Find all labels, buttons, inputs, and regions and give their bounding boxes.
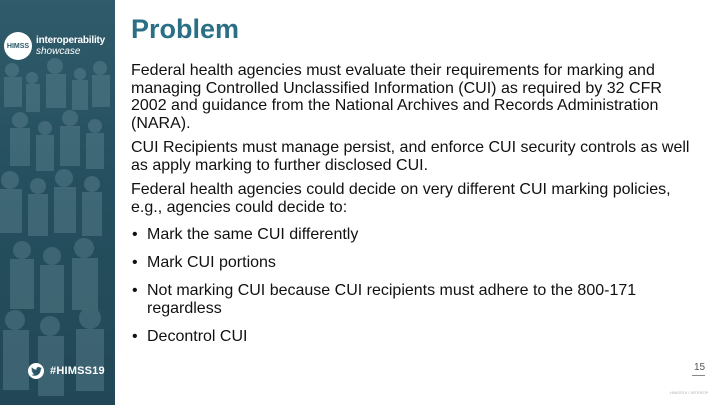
paragraph-3: Federal health agencies could decide on very different CUI marking policies, e.g., agencies could decide to: — [131, 181, 671, 216]
logo-line-1: interoperability — [36, 35, 106, 46]
page-number: 15 — [694, 362, 706, 373]
bullet-item: • Mark the same CUI differently — [131, 226, 701, 244]
bullet-item: • Mark CUI portions — [131, 254, 701, 272]
slide-title: Problem — [131, 14, 240, 44]
hashtag-text: #HIMSS19 — [50, 365, 105, 377]
sidebar-overlay — [0, 0, 115, 405]
bullet-item: • Not marking CUI because CUI recipients must adhere to the 800-171 regardless — [131, 282, 701, 317]
paragraph-2: CUI Recipients must manage persist, and enforce CUI security controls as well as apply marking to further disclosed CUI. — [131, 139, 690, 174]
page-number-underline — [692, 375, 705, 376]
paragraph-1: Federal health agencies must evaluate their requirements for marking and managing Controlled Unclassified Information (CUI) as required by 32 CFR 2002 and guidance from the National Archives and Records Administration (NARA). — [131, 62, 662, 132]
logo-wordmark — [36, 35, 105, 57]
event-hashtag — [28, 363, 105, 379]
bullet-list — [131, 226, 701, 345]
twitter-icon — [28, 363, 44, 379]
logo-line-2: showcase — [36, 46, 81, 57]
himss-logo-badge: HIMSS — [4, 32, 32, 60]
slide-body — [131, 62, 701, 356]
interoperability-showcase-logo — [4, 32, 105, 60]
footer-small-text: HIMSS19 / INTEROP — [670, 390, 709, 395]
bullet-item: • Decontrol CUI — [131, 328, 701, 346]
sidebar — [0, 0, 115, 405]
